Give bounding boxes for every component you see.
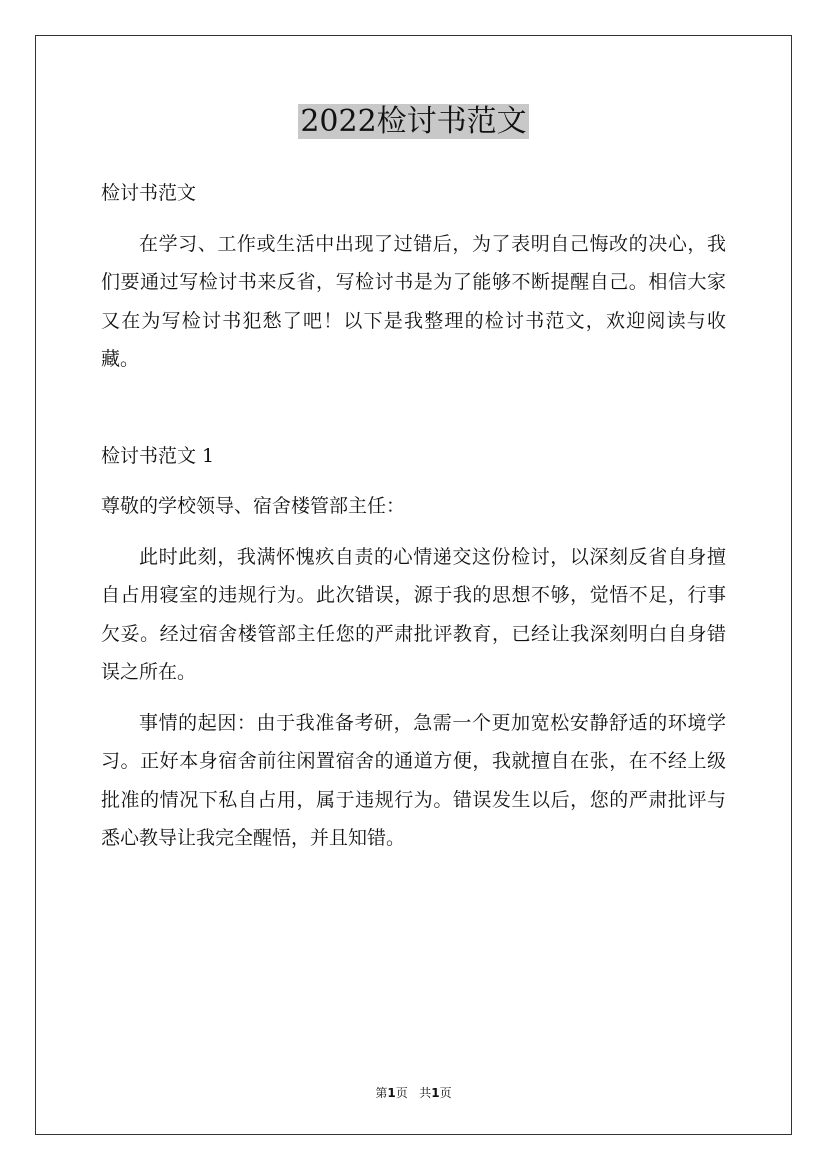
page-footer (0, 1084, 827, 1101)
document-subtitle: 检讨书范文 (101, 182, 197, 204)
total-prefix: 共 (419, 1086, 432, 1100)
intro-paragraph: 在学习、工作或生活中出现了过错后，为了表明自己悔改的决心，我们要通过写检讨书来反省，写检讨书是为了能够不断提醒自己。相信大家又在为写检讨书犯愁了吧！以下是我整理的检讨书范文，欢迎阅读与收藏。 (101, 232, 726, 370)
document-body (101, 174, 726, 858)
total-suffix: 页 (439, 1086, 452, 1100)
salutation: 尊敬的学校领导、宿舍楼管部主任： (101, 495, 406, 517)
page-number: 1 (387, 1086, 396, 1100)
total-pages: 1 (431, 1086, 440, 1100)
document-title-text: 2022检讨书范文 (300, 104, 527, 139)
body-paragraph-2: 事情的起因：由于我准备考研，急需一个更加宽松安静舒适的环境学习。正好本身宿舍前往闲置宿舍的通道方便，我就擅自在张，在不经上级批准的情况下私自占用，属于违规行为。错误发生以后，您的严肃批评与悉心教导让我完全醒悟，并且知错。 (101, 711, 726, 849)
document-title (0, 102, 827, 142)
section-heading: 检讨书范文 1 (101, 444, 215, 467)
page-prefix: 第 (375, 1086, 388, 1100)
page-suffix: 页 (395, 1086, 408, 1100)
body-paragraph-1: 此时此刻，我满怀愧疚自责的心情递交这份检讨，以深刻反省自身擅自占用寝室的违规行为。此次错误，源于我的思想不够，觉悟不足，行事欠妥。经过宿舍楼管部主任您的严肃批评教育，已经让我深刻明白自身错误之所在。 (101, 545, 726, 683)
